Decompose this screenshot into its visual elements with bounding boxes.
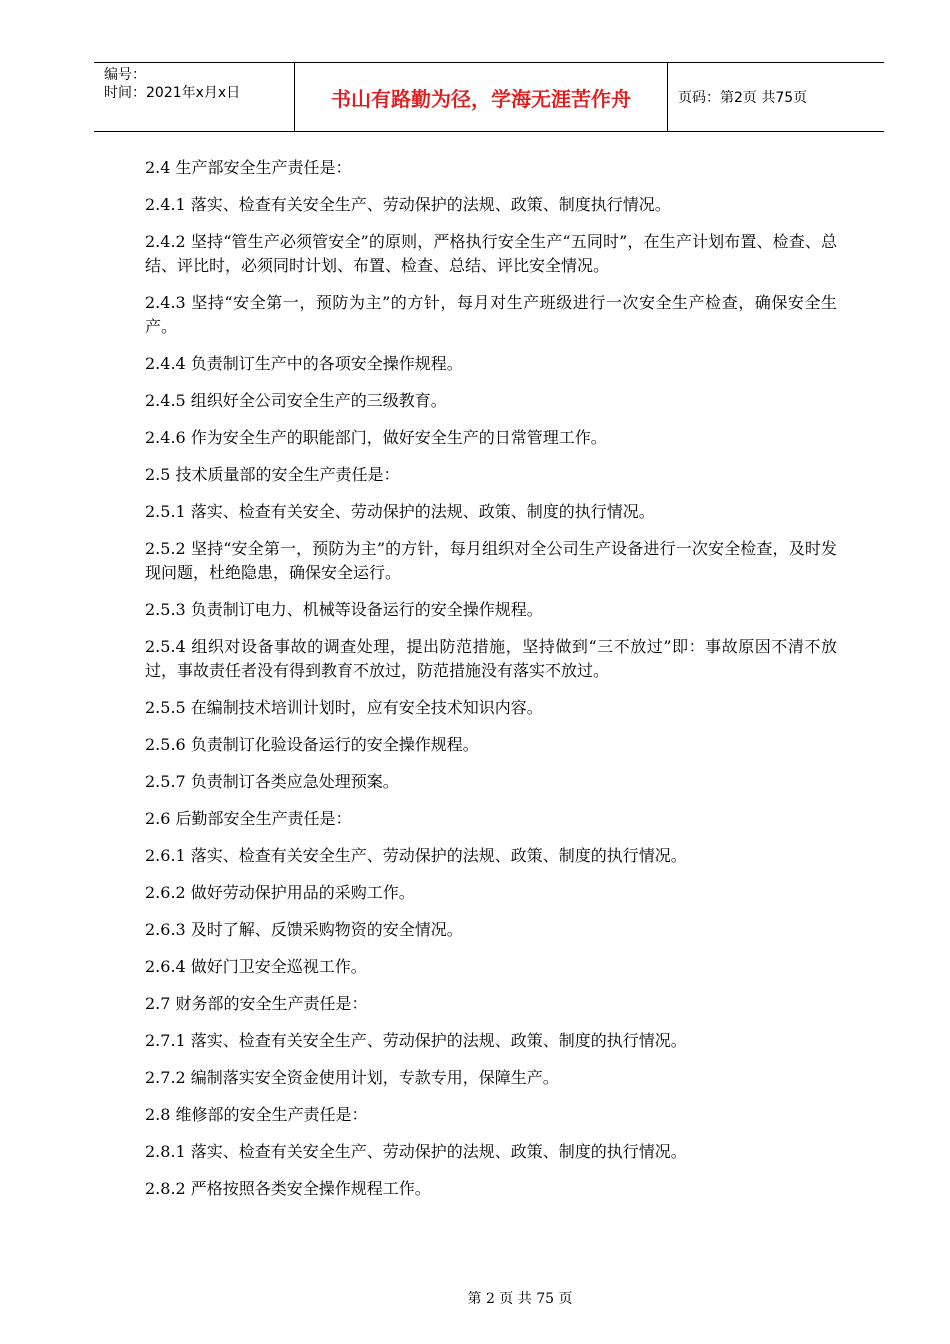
paragraph: 2.4.6 作为安全生产的职能部门，做好安全生产的日常管理工作。 <box>145 428 607 447</box>
header-meta <box>94 63 295 131</box>
paragraph: 2.4.4 负责制订生产中的各项安全操作规程。 <box>145 354 463 373</box>
paragraph: 2.8.2 严格按照各类安全操作规程工作。 <box>145 1179 431 1198</box>
paragraph: 2.5.7 负责制订各类应急处理预案。 <box>145 772 399 791</box>
footer-page-number: 第 2 页 共 75 页 <box>467 1291 573 1307</box>
paragraph: 2.8.1 落实、检查有关安全生产、劳动保护的法规、政策、制度的执行情况。 <box>145 1142 687 1161</box>
document-body <box>145 156 837 1214</box>
paragraph: 2.5.6 负责制订化验设备运行的安全操作规程。 <box>145 735 479 754</box>
section-heading: 2.5 技术质量部的安全生产责任是： <box>145 465 400 484</box>
paragraph: 2.5.5 在编制技术培训计划时，应有安全技术知识内容。 <box>145 698 543 717</box>
paragraph: 2.7.1 落实、检查有关安全生产、劳动保护的法规、政策、制度的执行情况。 <box>145 1031 687 1050</box>
header-page-number: 页码：第2页 共75页 <box>678 90 808 106</box>
paragraph: 2.5.1 落实、检查有关安全、劳动保护的法规、政策、制度的执行情况。 <box>145 502 655 521</box>
paragraph: 2.7.2 编制落实安全资金使用计划，专款专用，保障生产。 <box>145 1068 559 1087</box>
page-footer <box>0 1288 950 1308</box>
document-number-label: 编号： <box>104 67 146 83</box>
paragraph: 2.4.5 组织好全公司安全生产的三级教育。 <box>145 391 447 410</box>
paragraph: 2.4 生产部安全生产责任是： <box>145 158 352 177</box>
paragraph: 2.4.2 坚持“管生产必须管安全”的原则，严格执行安全生产“五同时”，在生产计划布置、检查、总结、评比时，必须同时计划、布置、检查、总结、评比安全情况。 <box>145 232 837 275</box>
header-motto: 书山有路勤为径，学海无涯苦作舟 <box>295 63 668 131</box>
paragraph: 2.6.3 及时了解、反馈采购物资的安全情况。 <box>145 920 463 939</box>
document-time: 时间：2021年x月x日 <box>104 85 241 101</box>
section-heading: 2.6 后勤部安全生产责任是： <box>145 809 352 828</box>
paragraph: 2.5.3 负责制订电力、机械等设备运行的安全操作规程。 <box>145 600 543 619</box>
page-header <box>94 62 884 132</box>
section-heading: 2.8 维修部的安全生产责任是： <box>145 1105 368 1124</box>
paragraph: 2.6.1 落实、检查有关安全生产、劳动保护的法规、政策、制度的执行情况。 <box>145 846 687 865</box>
paragraph: 2.6.2 做好劳动保护用品的采购工作。 <box>145 883 415 902</box>
paragraph: 2.6.4 做好门卫安全巡视工作。 <box>145 957 367 976</box>
paragraph: 2.5.2 坚持“安全第一，预防为主”的方针，每月组织对全公司生产设备进行一次安全检查，及时发现问题，杜绝隐患，确保安全运行。 <box>145 539 837 582</box>
paragraph: 2.5.4 组织对设备事故的调查处理，提出防范措施，坚持做到“三不放过”即：事故原因不清不放过，事故责任者没有得到教育不放过，防范措施没有落实不放过。 <box>145 637 837 680</box>
paragraph: 2.4.1 落实、检查有关安全生产、劳动保护的法规、政策、制度执行情况。 <box>145 195 671 214</box>
paragraph: 2.4.3 坚持“安全第一，预防为主”的方针，每月对生产班级进行一次安全生产检查，确保安全生产。 <box>145 293 837 336</box>
section-heading: 2.7 财务部的安全生产责任是： <box>145 994 368 1013</box>
